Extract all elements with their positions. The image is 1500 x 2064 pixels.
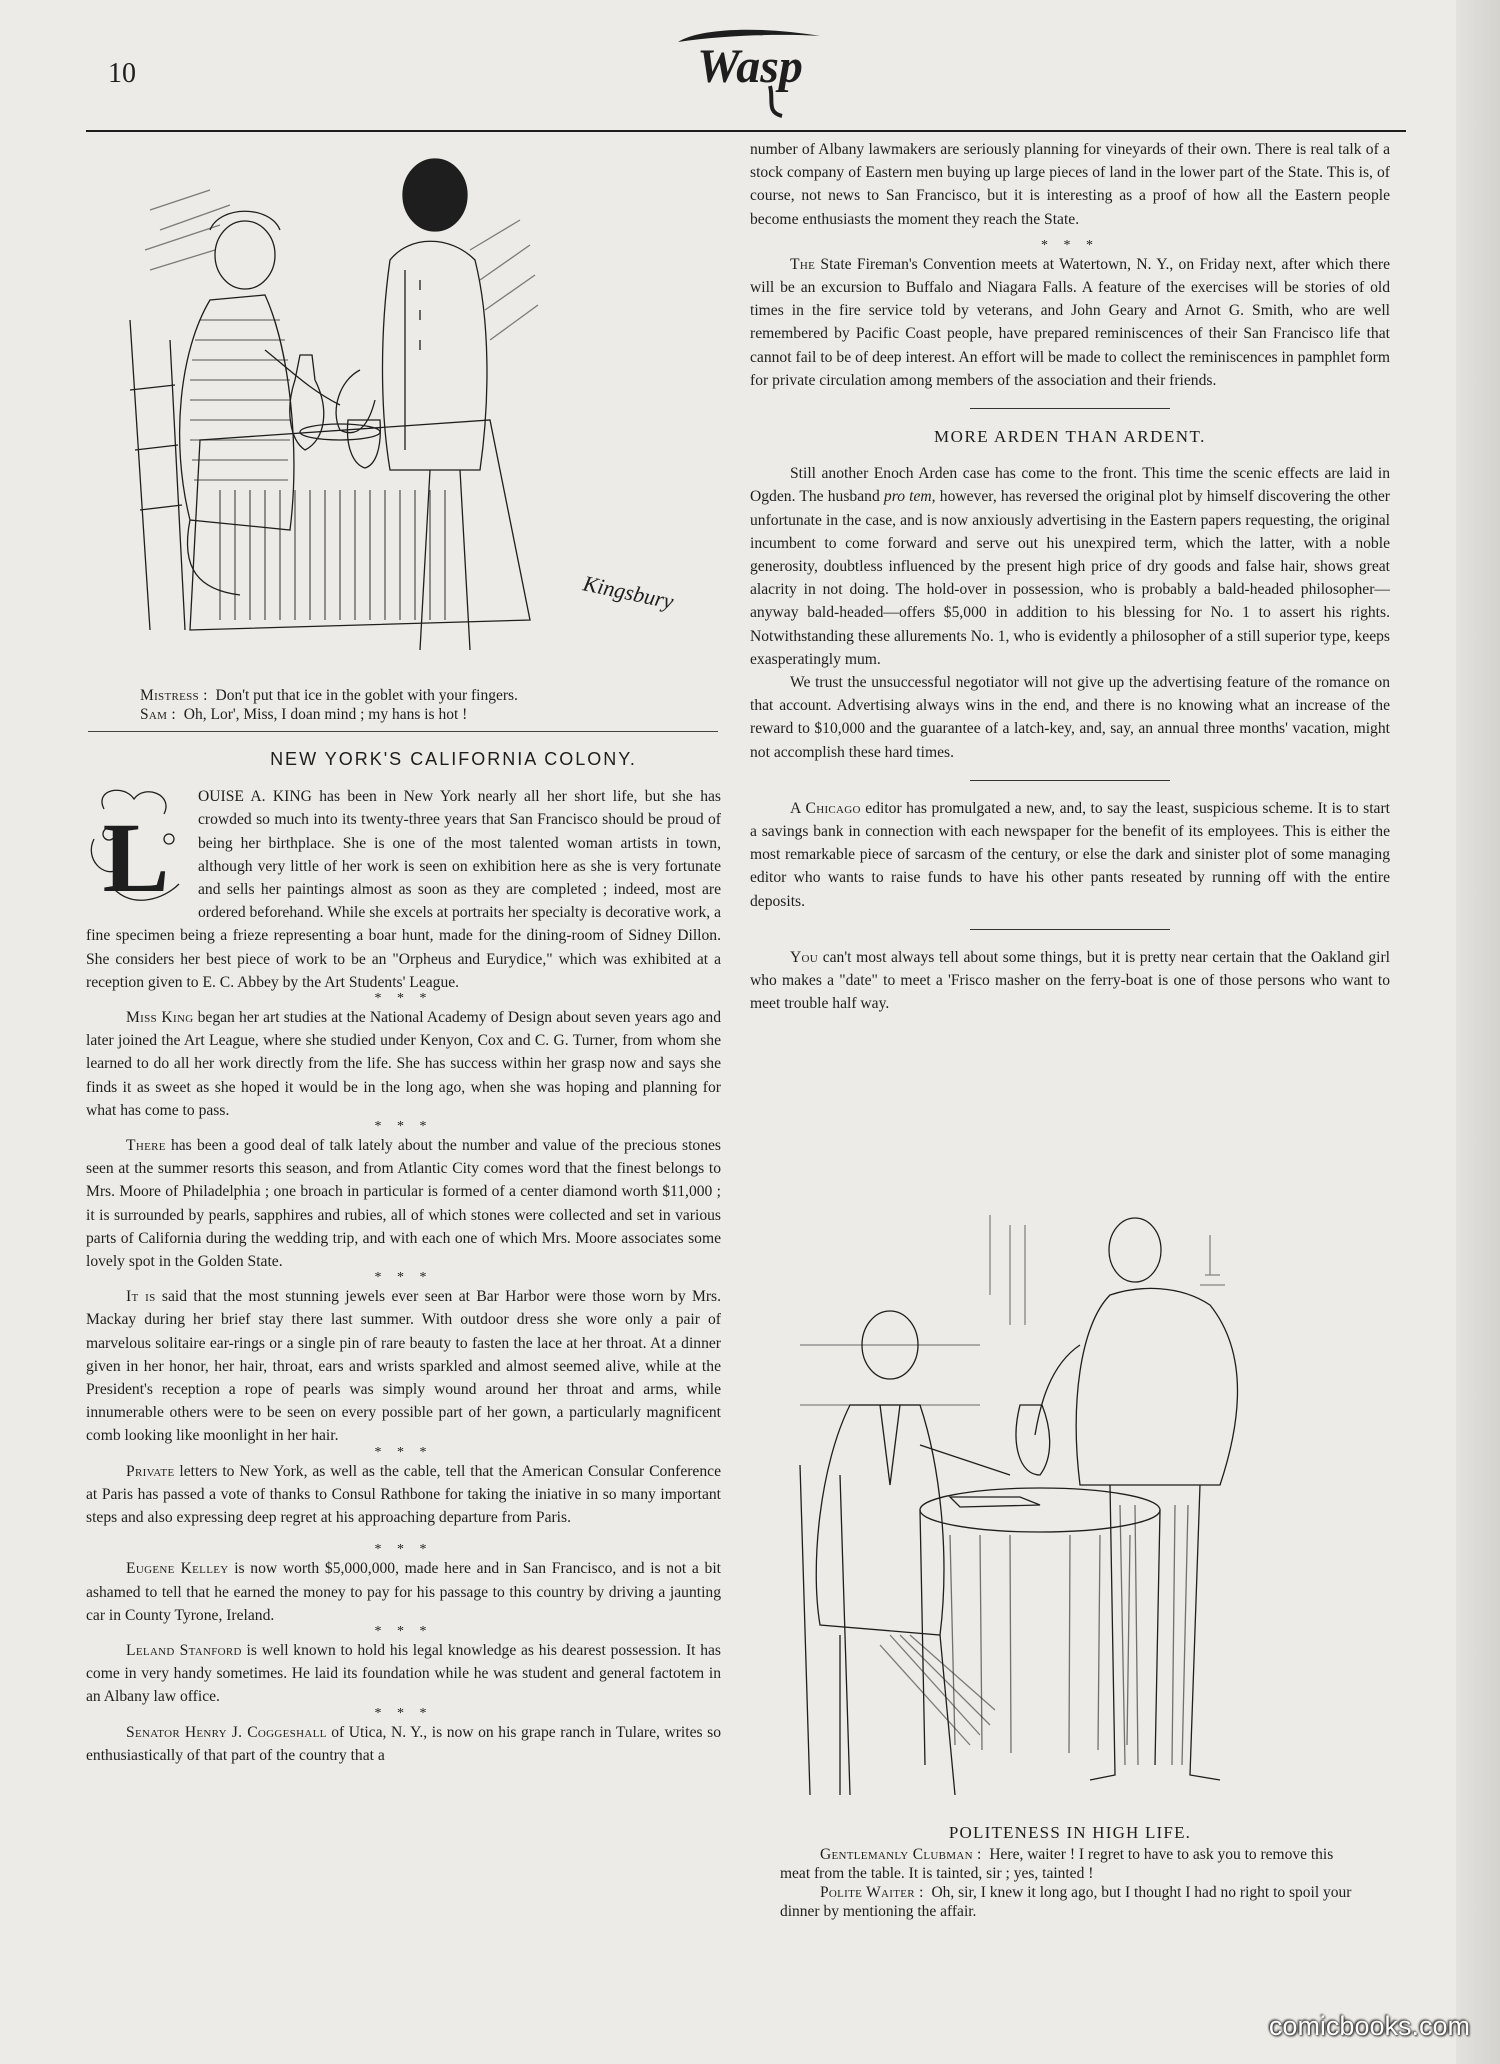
paragraph-precious-stones: There has been a good deal of talk lately about the number and value of the precious stones seen at the summer resorts this season, and from Atlantic City comes word that the finest belongs to Mrs. Moore of Philadelphia ; one broach in particular is formed of a center diamond worth $11,000 ; it is surrounded by pearls, sapphires and rubies, all of which stones were collected and set in various parts of California during the wedding trip, and with each one of which Mrs. Moore associates some lovely spot in the Golden State. — [86, 1137, 722, 1271]
wasp-masthead-logo — [670, 20, 830, 120]
section-separator — [970, 408, 1170, 409]
paragraph-fireman-convention: The State Fireman's Convention meets at Watertown, N. Y., on Friday next, after which there will be an excursion to Buffalo and Niagara Falls. A feature of the exercises will be stories of old times in the fire service told by veterans, and John Geary and Arnot G. Smith, who are well remembered by Pacific Coast people, have prepared reminiscences of their San Francisco life that cannot fail to be of deep interest. An effort will be made to collect the reminiscences in pamphlet form for private circulation among members of the association and their friends. — [750, 255, 1390, 389]
paragraph-miss-king: Miss King began her art studies at the National Academy of Design about seven years ago and later joined the Art League, where she studied under Kenyon, Cox and C. G. Turner, from whom she learned to do all her work directly from the life. She has success within her grasp now and says she finds it as sweet as she hoped it would be in the long ago, when she was hoping and planning for what has come to pass. — [86, 1009, 721, 1119]
caption-line: Polite Waiter : Oh, sir, I knew it long ago, but I thought I had no right to spoil your dinner by mentioning the affair. — [780, 1884, 1352, 1920]
paragraph-senator-coggeshall: Senator Henry J. Coggeshall of Utica, N. Y., is now on his grape ranch in Tulare, writes so enthusiastically of that part of the country that a — [86, 1723, 721, 1764]
section-separator — [970, 780, 1170, 781]
section-stars: * * * — [374, 1542, 433, 1558]
caption-rule — [88, 731, 718, 732]
paragraph-chicago-editor: A Chicago editor has promulgated a new, and, to say the least, suspicious scheme. It is to start a savings bank in connection with each newspaper for the benefit of its employees. This is either the most remarkable piece of sarcasm of the century, or else the dark and sinister plot of some managing editor who wants to raise funds to have his other pants reseated by running off with the entire deposits. — [750, 799, 1390, 910]
right-article-column — [750, 138, 1390, 1016]
page-edge — [1456, 0, 1500, 2064]
cartoon-title: POLITENESS IN HIGH LIFE. — [948, 1823, 1192, 1842]
left-article-column — [86, 738, 721, 1767]
clubman-and-waiter-illustration — [780, 1205, 1370, 1805]
mistress-and-servant-illustration — [90, 150, 720, 670]
section-stars: * * * — [374, 1444, 433, 1460]
headline-california-colony: NEW YORK'S CALIFORNIA COLONY. — [270, 749, 637, 769]
caption-speaker: Polite Waiter : — [820, 1884, 924, 1901]
svg-text:Wasp: Wasp — [697, 40, 803, 93]
caption-line: Gentlemanly Clubman : Here, waiter ! I regret to have to ask you to remove this meat from the table. It is tainted, sir ; yes, tainted ! — [780, 1846, 1334, 1882]
bottom-cartoon-caption — [780, 1823, 1360, 1921]
page-number: 10 — [108, 58, 136, 89]
caption-speaker: Gentlemanly Clubman : — [820, 1846, 982, 1863]
paragraph-leland-stanford: Leland Stanford is well known to hold his legal knowledge as his dearest possession. It has come in very handy sometimes. He laid its foundation while he was student and general factotem in an Albany law office. — [86, 1641, 722, 1706]
section-stars: * * * — [374, 1119, 433, 1135]
paragraph-bar-harbor: It is said that the most stunning jewels ever seen at Bar Harbor were those worn by Mrs. Mackay during her brief stay there last summer. With outdoor dress she wore only a pair of marvelous solitaire ear-rings or a single pin of rare beauty to fasten the lace at her throat. At a dinner given in her honor, her hair, throat, ears and wrists sparkled and almost seemed alive, while at the President's reception a rope of pearls was simply wound around her throat and arms, while innumerable others were to be seen on every possible part of her gown, a particularly magnificent comb looking like moonlight in her hair. — [86, 1288, 721, 1445]
section-stars: * * * — [374, 1623, 433, 1639]
caption-line: Sam : Oh, Lor', Miss, I doan mind ; my hans is hot ! — [140, 706, 468, 723]
paragraph-eugene-kelley: Eugene Kelley is now worth $5,000,000, made here and in San Francisco, and is not a bit ashamed to tell that he earned the money to pay for his passage to this country by driving a jaunting car in County Tyrone, Ireland. — [86, 1560, 721, 1624]
section-stars: * * * — [374, 991, 433, 1007]
section-separator — [970, 929, 1170, 930]
section-stars: * * * — [374, 1705, 433, 1721]
site-watermark: comicbooks.com — [1268, 2011, 1470, 2041]
svg-text:L: L — [102, 802, 170, 914]
paragraph-oakland-girl: You can't most always tell about some things, but it is pretty near certain that the Oakland girl who makes a "date" to meet a 'Frisco masher on the ferry-boat is one of those persons who want to meet trouble half way. — [750, 948, 1390, 1013]
artist-signature: Kingsbury — [580, 570, 676, 614]
paragraph-advertising: We trust the unsuccessful negotiator will not give up the advertising feature of the romance on that account. Advertising always wins in the end, and there is no knowing what an increase of the reward to $10,000 and the guarantee of a latch-key, and, say, an annual three months' vacation, might not accomplish these hard times. — [750, 674, 1390, 761]
paragraph-louise-king: OUISE A. KING has been in New York nearly all her short life, but she has crowded so much into its twenty-three years that San Francisco should be proud of being her birthplace. She is one of the most talented woman artists in town, although very little of her work is seen on exhibition here as she is very fortunate and sells her paintings almost as soon as they are completed ; indeed, most are ordered beforehand. While she excels at portraits her specialty is decorative work, a fine specimen being a frieze representing a boar hunt, made for the dining-room of Sidney Dillon. She considers her best piece of work to be an "Orpheus and Eurydice," which was exhibited at a reception given to E. C. Abbey by the Art Students' League. — [86, 788, 721, 991]
ornamental-dropcap — [84, 779, 188, 919]
section-stars: * * * — [374, 1270, 433, 1286]
paragraph-enoch-arden: Still another Enoch Arden case has come to the front. This time the scenic effects are laid in Ogden. The husband pro tem, however, has reversed the original plot by himself discovering the other unfortunate in the case, and is now anxiously advertising in the Eastern papers requesting, the original incumbent to come forward and serve out his unexpired term, which the latter, with a noble generosity, doubtless influenced by the present high price of dry goods and false hair, shows great alacrity in not doing. The hold-over in possession, who is probably a bald-headed philosopher—anyway bald-headed—offers $5,000 in addition to his blessing for No. 1 to assert his rights. Notwithstanding these allurements No. 1, who is evidently a philosopher of a still superior type, keeps exasperatingly mum. — [750, 465, 1390, 668]
header-rule — [86, 130, 1406, 132]
caption-speaker: Mistress : — [140, 687, 208, 704]
section-stars: * * * — [1041, 237, 1099, 253]
caption-line: Mistress : Don't put that ice in the goblet with your fingers. — [140, 687, 518, 704]
headline-more-arden: MORE ARDEN THAN ARDENT. — [934, 427, 1206, 447]
top-cartoon-caption — [140, 686, 700, 724]
caption-speaker: Sam : — [140, 706, 177, 723]
paragraph-albany-lawmakers: number of Albany lawmakers are seriously planning for vineyards of their own. There is real talk of a stock company of Eastern men buying up large pieces of land in the lower part of the State. This is, of course, not news to San Francisco, but it is interesting as a proof of how all the Eastern people become enthusiasts the moment they reach the State. — [750, 141, 1390, 228]
paragraph-consul-rathbone: Private letters to New York, as well as the cable, tell that the American Consular Conference at Paris has passed a vote of thanks to Consul Rathbone for taking the iniative in so many important steps and also expressing deep regret at his approaching departure from Paris. — [86, 1462, 721, 1527]
